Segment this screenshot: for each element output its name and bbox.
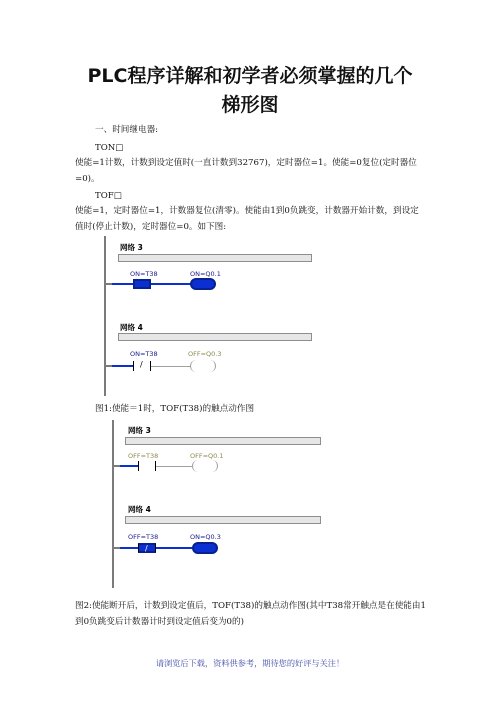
contact-label: OFF=T38 bbox=[128, 533, 159, 541]
rung-wire bbox=[151, 283, 191, 285]
rung-wire bbox=[151, 366, 191, 367]
power-rail bbox=[112, 420, 114, 588]
coil-deenergized bbox=[190, 360, 216, 372]
ton-label: TON□ bbox=[95, 143, 124, 153]
nc-contact bbox=[133, 361, 151, 371]
rung-wire bbox=[156, 466, 192, 467]
contact-label: OFF=T38 bbox=[128, 452, 159, 460]
section-heading: 一、时间继电器: bbox=[95, 125, 159, 135]
tof-description: 使能=1，定时器位=1，计数器复位(清零)。使能由1到0负跳变，计数器开始计数，到设定值时(停止计数)，定时器位=0。如下图: bbox=[75, 206, 419, 232]
contact-label: ON=T38 bbox=[130, 350, 158, 358]
coil-energized bbox=[190, 278, 216, 290]
figure-caption-1: 图1:使能＝1时，TOF(T38)的触点动作图 bbox=[95, 404, 255, 414]
nc-contact-energized bbox=[138, 543, 156, 553]
rung-wire bbox=[120, 547, 138, 549]
no-contact-energized bbox=[133, 279, 151, 289]
network-comment-box bbox=[118, 254, 312, 262]
rung-wire bbox=[156, 547, 192, 549]
no-contact bbox=[138, 461, 156, 471]
coil-energized bbox=[192, 542, 218, 554]
page-footer: 请浏览后下载，资料供参考，期待您的好评与关注！ bbox=[155, 658, 345, 668]
coil-label: ON=Q0.1 bbox=[190, 270, 221, 278]
ton-description: 使能=1计数，计数到设定值时(一直计数到32767)，定时器位=1。使能=0复位(定时器位=0)。 bbox=[75, 158, 417, 184]
nc-slash-icon: / bbox=[140, 360, 143, 369]
contact-label: ON=T38 bbox=[130, 270, 158, 278]
network-comment-box bbox=[125, 516, 321, 524]
network-header: 网络 3 bbox=[128, 426, 151, 435]
figure-caption-2: 图2:使能断开后，计数到设定值后，TOF(T38)的触点动作图(其中T38常开触点是在使能由1到0负跳变后计数器计时到设定值后变为0的) bbox=[75, 601, 426, 627]
coil-label: OFF=Q0.3 bbox=[188, 350, 222, 358]
coil-label: ON=Q0.3 bbox=[190, 533, 221, 541]
network-comment-box bbox=[125, 437, 321, 445]
doc-title-line1: PLC程序详解和初学者必须掌握的几个 bbox=[87, 65, 413, 87]
network-header: 网络 4 bbox=[120, 323, 143, 332]
rung-wire bbox=[120, 465, 138, 467]
network-comment-box bbox=[118, 333, 312, 341]
rung-wire bbox=[112, 283, 134, 285]
power-rail bbox=[104, 236, 106, 396]
network-header: 网络 4 bbox=[128, 505, 151, 514]
network-header: 网络 3 bbox=[120, 243, 143, 252]
coil-deenergized bbox=[192, 460, 218, 472]
tof-label: TOF□ bbox=[95, 191, 122, 201]
coil-label: OFF=Q0.1 bbox=[190, 452, 224, 460]
nc-slash-icon: / bbox=[145, 544, 148, 553]
doc-title-line2: 梯形图 bbox=[221, 94, 279, 116]
rung-wire bbox=[112, 365, 134, 367]
